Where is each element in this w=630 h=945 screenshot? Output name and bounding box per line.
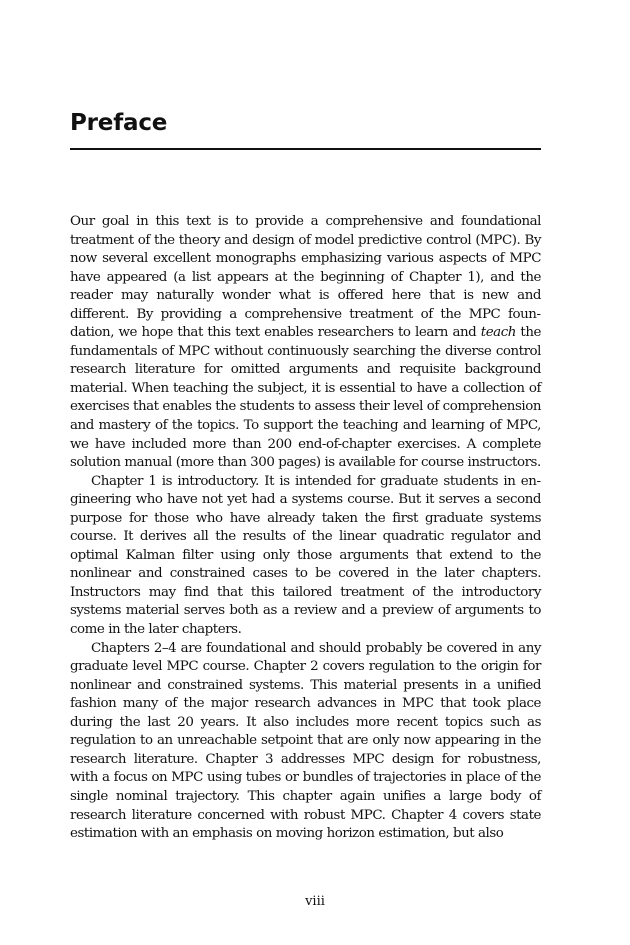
paragraph-goal: [70, 213, 541, 473]
title-rule: [70, 148, 541, 150]
emphasis-teach: teach: [480, 325, 516, 341]
paragraph-goal-text-start: Our goal in this text is to provide a comprehensive and foundational treatment of the theory and design of model predictive control (MPC). By now several excellent monographs emphasizing various aspects of MPC have appeared (a list appears at the beginning of Chapter 1), and the reader may naturally wonder what is offered here that is new and different. By providing a comprehensive treatment of the MPC foundation, we hope that this text enables researchers to learn and: [70, 214, 541, 341]
paragraph-chapters-2-4: Chapters 2–4 are foundational and should probably be covered in any graduate level MPC course. Chapter 2 covers regulation to the origin for nonlinear and constrained systems. This material presents in a unified fashion many of the major research advances in MPC that took place during the last 20 years. It also includes more recent topics such as regulation to an unreachable setpoint that are only now appearing in the research literature. Chapter 3 addresses MPC design for robustness, with a focus on MPC using tubes or bundles of trajectories in place of the single nominal trajectory. This chapter again unifies a large body of research literature concerned with robust MPC. Chapter 4 covers state estimation with an emphasis on moving horizon estimation, but also: [70, 640, 541, 842]
preface-body: [70, 213, 541, 844]
paragraph-goal-text-end: the fundamentals of MPC without continuously searching the diverse control research literature for omitted arguments and requisite background material. When teaching the subject, it is essential to have a collection of exercises that enables the students to assess their level of comprehension and mastery of the topics. To support the teaching and learning of MPC, we have included more than 200 end-of-chapter exercises. A complete solution manual (more than 300 pages) is available for course instructors.: [70, 325, 541, 471]
page-number: viii: [305, 894, 325, 909]
page-title: Preface: [70, 110, 168, 136]
paragraph-chapter-1: Chapter 1 is introductory. It is intended for graduate students in engineering who have not yet had a systems course. But it serves a second purpose for those who have already taken the first graduate systems course. It derives all the results of the linear quadratic regulator and optimal Kalman filter using only those arguments that extend to the nonlinear and constrained cases to be covered in the later chapters. Instructors may find that this tailored treatment of the introductory systems material serves both as a review and a preview of arguments to come in the later chapters.: [70, 473, 541, 638]
